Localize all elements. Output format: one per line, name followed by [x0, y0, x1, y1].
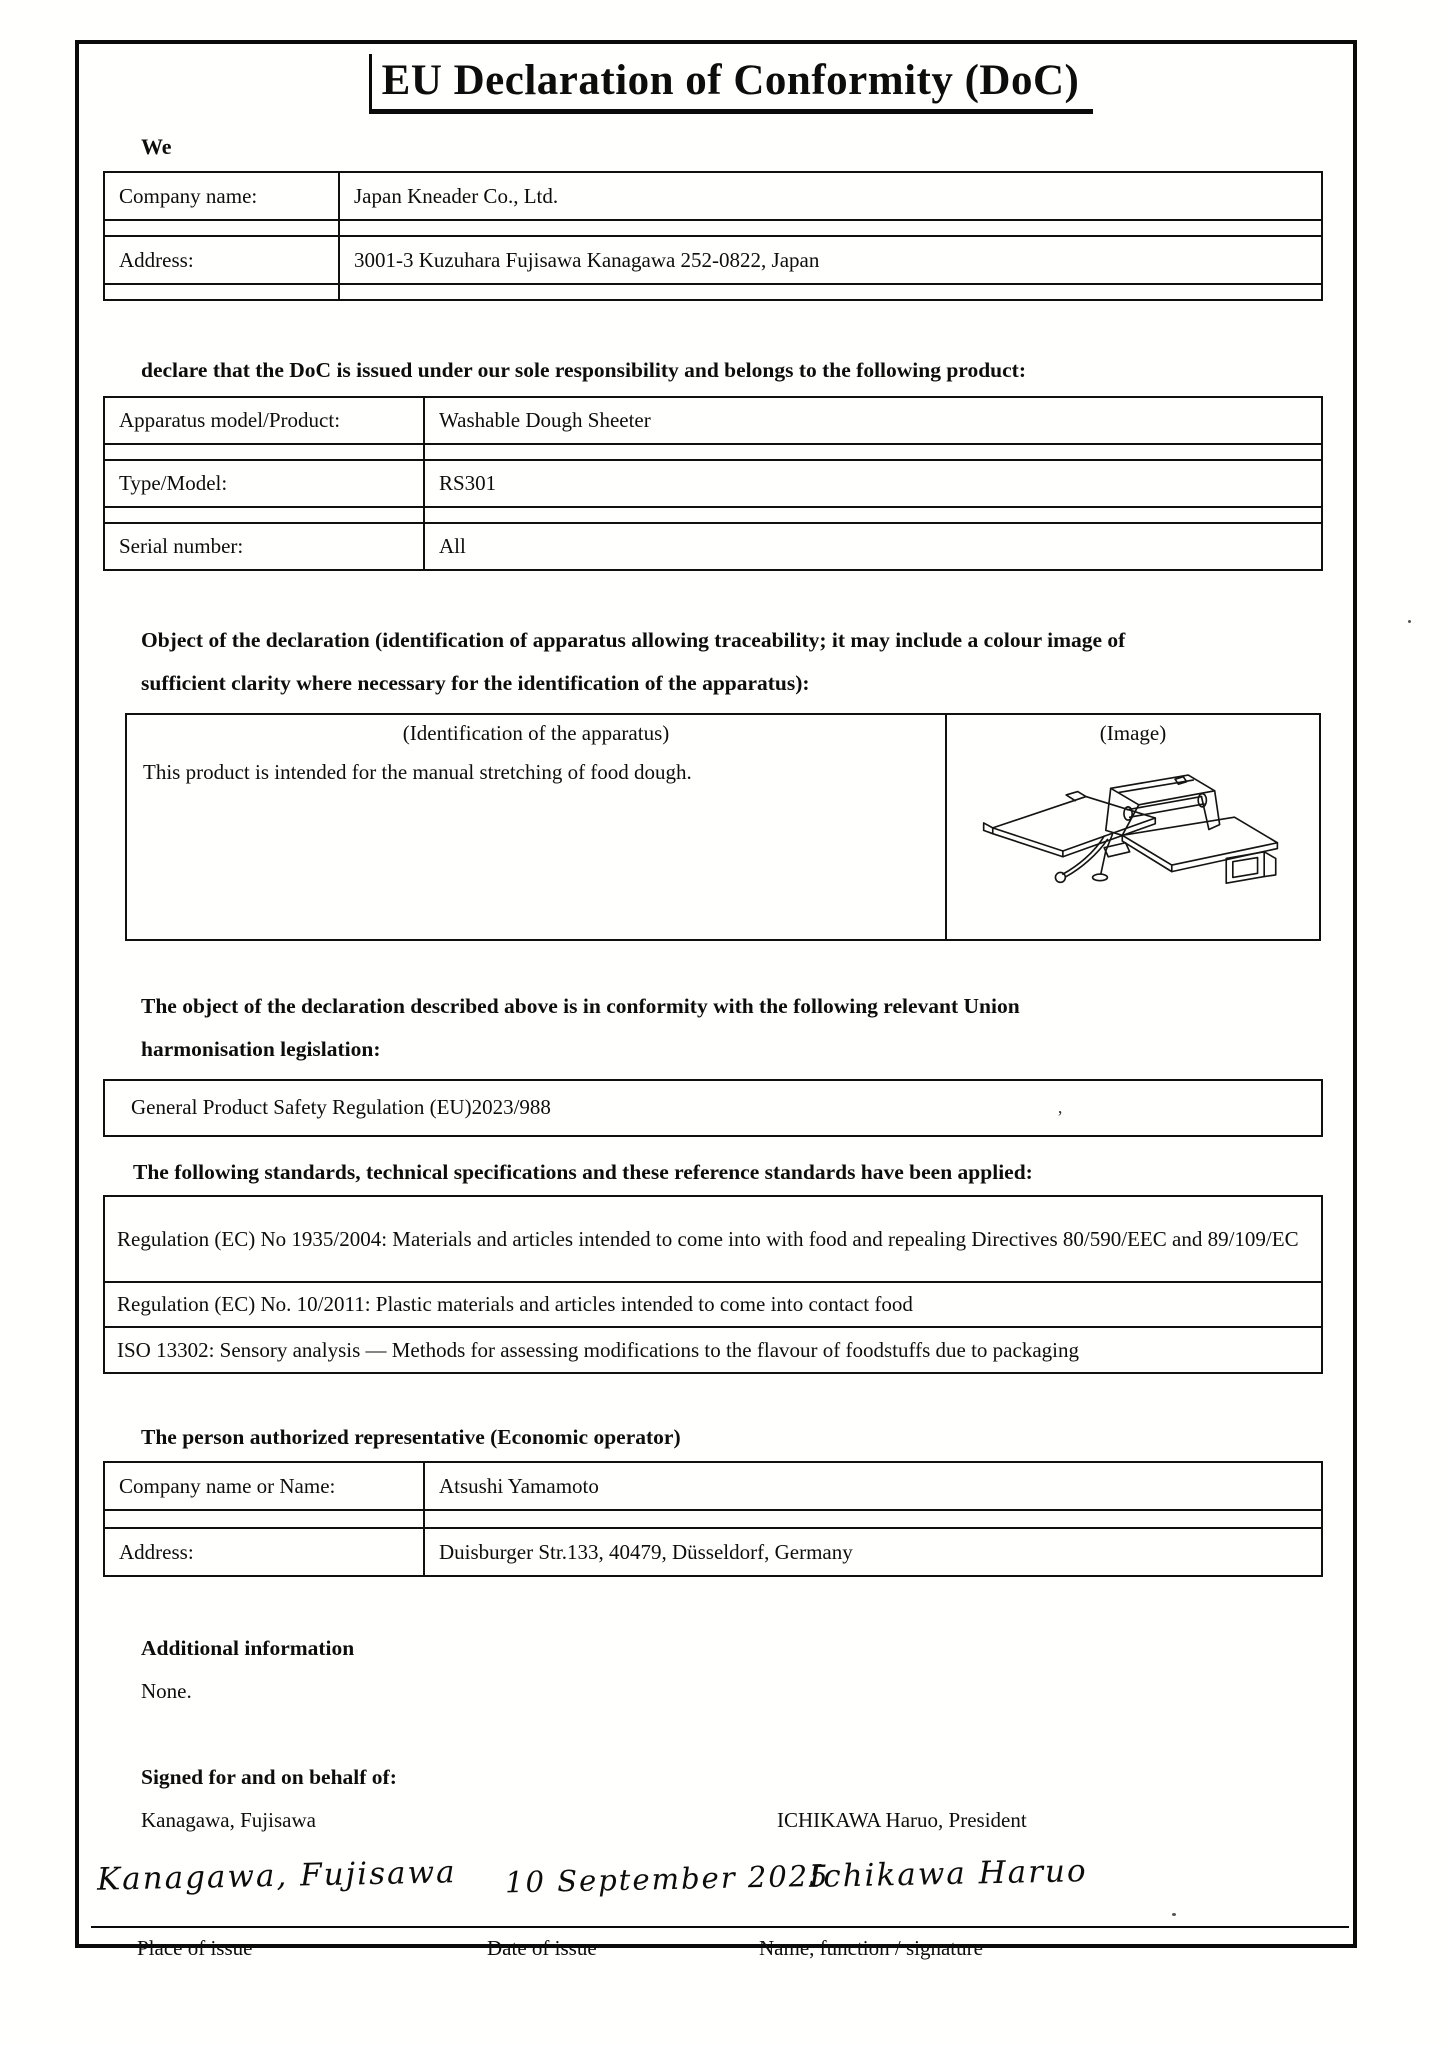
object-heading — [141, 619, 1323, 705]
signature-printed-row — [103, 1808, 1323, 1838]
object-table — [125, 713, 1321, 941]
standard-item-3: ISO 13302: Sensory analysis — Methods for assessing modifications to the flavour of foodstuffs due to packaging — [104, 1327, 1322, 1373]
document-border-frame — [75, 40, 1357, 1960]
place-of-issue-label: Place of issue — [137, 1936, 253, 1960]
table-row — [104, 523, 1322, 570]
additional-info-heading: Additional information — [141, 1636, 355, 1660]
type-model-value: RS301 — [424, 460, 1322, 507]
standards-heading: The following standards, technical specifications and these reference standards have been applied: — [133, 1160, 1033, 1184]
object-heading-line1: Object of the declaration (identification of apparatus allowing traceability; it may include a colour image of — [141, 628, 1126, 652]
additional-info-value: None. — [141, 1679, 192, 1703]
page-title: EU Declaration of Conformity (DoC) — [369, 54, 1094, 114]
identification-cell — [126, 714, 946, 940]
spacer-row — [104, 444, 1322, 460]
spacer-row — [104, 507, 1322, 523]
representative-table — [103, 1461, 1323, 1577]
legislation-value: General Product Safety Regulation (EU)2023/988 — [131, 1095, 551, 1119]
handwritten-place: Kanagawa, Fujisawa — [96, 1854, 457, 1898]
spacer-row — [104, 220, 1322, 236]
standard-item-2: Regulation (EC) No. 10/2011: Plastic materials and articles intended to come into contact food — [104, 1282, 1322, 1327]
type-model-label: Type/Model: — [104, 460, 424, 507]
rep-name-label: Company name or Name: — [104, 1462, 424, 1510]
dough-sheeter-drawing-svg — [963, 752, 1303, 917]
object-heading-line2: sufficient clarity where necessary for the identification of the apparatus): — [141, 671, 810, 695]
spacer-row — [104, 284, 1322, 300]
serial-label: Serial number: — [104, 523, 424, 570]
printed-place: Kanagawa, Fujisawa — [141, 1808, 316, 1832]
table-row — [126, 714, 1320, 940]
standards-table — [103, 1195, 1323, 1374]
table-row — [104, 1528, 1322, 1576]
intro-we: We — [141, 134, 172, 159]
spacer-row — [104, 1510, 1322, 1528]
apparatus-value: Washable Dough Sheeter — [424, 397, 1322, 444]
table-row — [104, 1327, 1322, 1373]
table-row — [104, 1282, 1322, 1327]
declaration-heading: declare that the DoC is issued under our sole responsibility and belongs to the following product: — [141, 358, 1026, 382]
company-address-value: 3001-3 Kuzuhara Fujisawa Kanagawa 252-0822, Japan — [339, 236, 1322, 284]
standard-item-1: Regulation (EC) No 1935/2004: Materials and articles intended to come into with food and repealing Directives 80/590/EEC and 89/109/EC — [104, 1196, 1322, 1282]
scan-artifact-apostrophe: ’ — [1057, 1107, 1063, 1127]
scan-speck — [1408, 620, 1411, 623]
rep-address-value: Duisburger Str.133, 40479, Düsseldorf, Germany — [424, 1528, 1322, 1576]
name-function-signature-label: Name, function / signature — [759, 1936, 983, 1960]
serial-value: All — [424, 523, 1322, 570]
representative-heading: The person authorized representative (Economic operator) — [141, 1425, 681, 1449]
dough-sheeter-illustration — [961, 746, 1305, 923]
signature-line — [91, 1926, 1349, 1928]
signature-area — [96, 1852, 1323, 2002]
image-header: (Image) — [1099, 721, 1167, 745]
rep-address-label: Address: — [104, 1528, 424, 1576]
company-table — [103, 171, 1323, 301]
handwritten-date: 10 September 2025 — [504, 1858, 830, 1900]
identification-header: (Identification of the apparatus) — [402, 721, 670, 745]
identification-text: This product is intended for the manual stretching of food dough. — [143, 760, 692, 784]
company-name-value: Japan Kneader Co., Ltd. — [339, 172, 1322, 220]
handwritten-name: Ichikawa Haruo — [808, 1853, 1088, 1895]
table-row — [104, 460, 1322, 507]
date-of-issue-label: Date of issue — [487, 1936, 597, 1960]
image-cell — [946, 714, 1320, 940]
title-row — [103, 54, 1323, 114]
printed-signer: ICHIKAWA Haruo, President — [777, 1808, 1027, 1832]
scan-speck — [1172, 1913, 1176, 1916]
company-address-label: Address: — [104, 236, 339, 284]
table-row — [104, 1462, 1322, 1510]
table-row — [104, 236, 1322, 284]
legislation-heading-line1: The object of the declaration described above is in conformity with the following relevant Union — [141, 994, 1020, 1018]
legislation-box — [103, 1079, 1323, 1137]
table-row — [104, 1196, 1322, 1282]
legislation-heading-line2: harmonisation legislation: — [141, 1037, 381, 1061]
legislation-heading — [141, 985, 1323, 1071]
rep-name-value: Atsushi Yamamoto — [424, 1462, 1322, 1510]
product-table — [103, 396, 1323, 571]
company-name-label: Company name: — [104, 172, 339, 220]
signed-heading: Signed for and on behalf of: — [141, 1765, 397, 1789]
table-row — [104, 172, 1322, 220]
apparatus-label: Apparatus model/Product: — [104, 397, 424, 444]
table-row — [104, 397, 1322, 444]
